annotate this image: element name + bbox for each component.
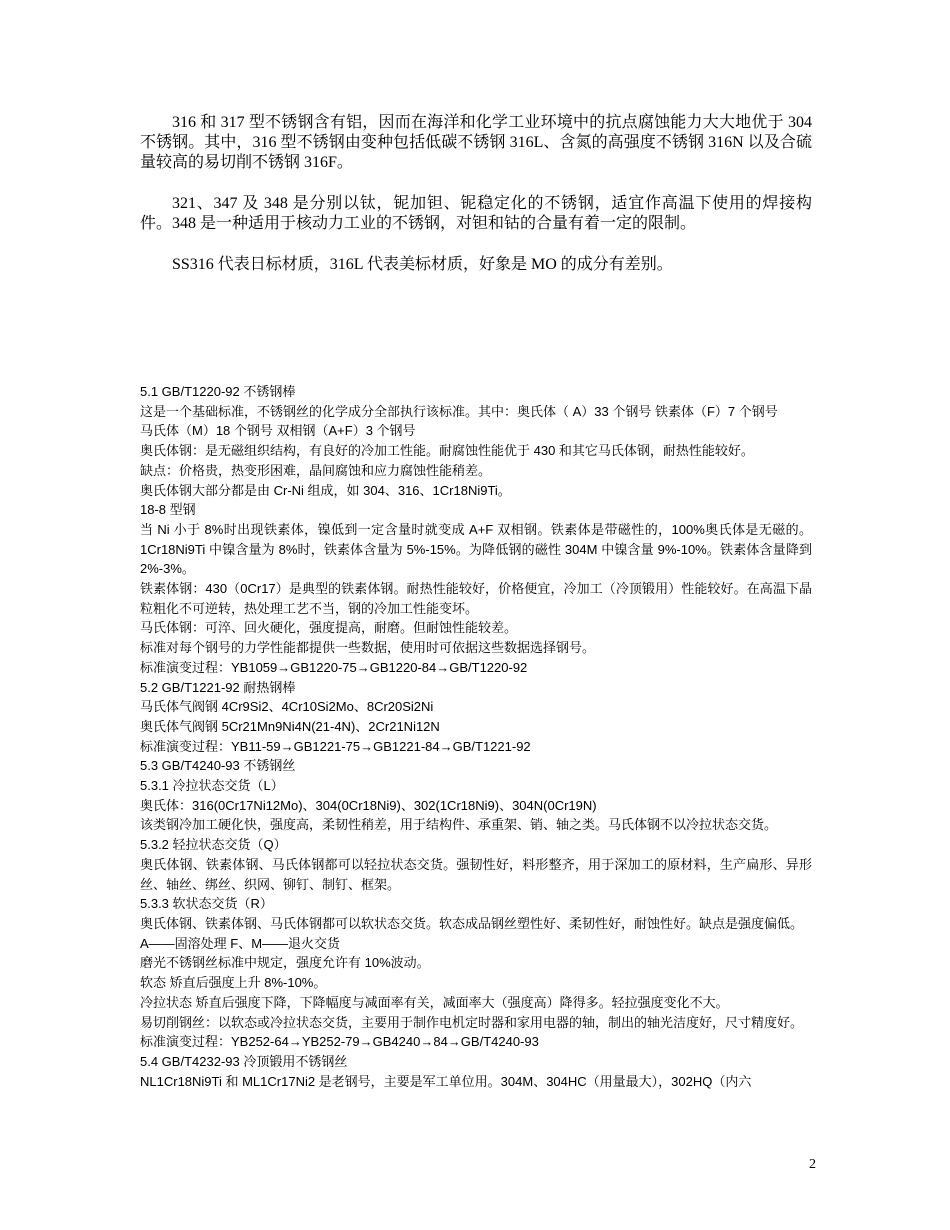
text-line: 马氏体钢：可淬、回火硬化，强度提高，耐磨。但耐蚀性能较差。	[140, 620, 518, 636]
text-line: 马氏体气阀钢 4Cr9Si2、4Cr10Si2Mo、8Cr20Si2Ni	[140, 699, 434, 715]
text-line: 缺点：价格贵，热变形困难，晶间腐蚀和应力腐蚀性能稍差。	[140, 462, 492, 478]
text-line: 标准对每个钢号的力学性能都提供一些数据，使用时可依据这些数据选择钢号。	[140, 640, 596, 656]
intro-section	[140, 113, 812, 296]
text-line: 奥氏体钢、铁素体钢、马氏体钢都可以轻拉状态交货。强韧性好，料形整齐，用于深加工的原材料，生产扁形、异形丝、轴丝、绑丝、织网、铆钉、制钉、框架。	[140, 856, 812, 892]
intro-paragraph-3: SS316 代表日标材质，316L 代表美标材质，好象是 MO 的成分有差别。	[172, 256, 673, 273]
section-heading-5-2: 5.2 GB/T1221-92 耐热钢棒	[140, 679, 296, 695]
text-line: 软态 矫直后强度上升 8%-10%。	[140, 975, 327, 991]
text-line: 该类钢冷加工硬化快，强度高，柔韧性稍差，用于结构件、承重架、销、轴之类。马氏体钢不以冷拉状态交货。	[140, 817, 778, 833]
text-line: 铁素体钢：430（0Cr17）是典型的铁素体钢。耐热性能较好，价格便宜，冷加工（冷顶锻用）性能较好。在高温下晶粒粗化不可逆转，热处理工艺不当，钢的冷加工性能变坏。	[140, 581, 812, 616]
page-number: 2	[809, 1157, 816, 1172]
text-line: 标准演变过程：YB11-59→GB1221-75→GB1221-84→GB/T1221-92	[140, 738, 531, 754]
text-line: 奥氏体：316(0Cr17Ni12Mo)、304(0Cr18Ni9)、302(1Cr18Ni9)、304N(0Cr19N)	[140, 797, 597, 813]
subsection-heading-5-3-1: 5.3.1 冷拉状态交货（L）	[140, 778, 284, 794]
subsection-heading-5-3-2: 5.3.2 轻拉状态交货（Q）	[140, 837, 287, 853]
text-line: 磨光不锈钢丝标准中规定，强度允许有 10%波动。	[140, 955, 430, 971]
text-line: 奥氏体钢大部分都是由 Cr-Ni 组成，如 304、316、1Cr18Ni9Ti。	[140, 482, 511, 498]
intro-paragraph-2: 321、347 及 348 是分别以钛，铌加钽、铌稳定化的不锈钢，适宜作高温下使用的焊接构件。348 是一种适用于核动力工业的不锈钢，对钽和钴的合量有着一定的限制。	[140, 195, 812, 232]
text-line: 这是一个基础标准，不锈钢丝的化学成分全部执行该标准。其中：奥氏体（ A）33 个钢号 铁素体（F）7 个钢号	[140, 403, 778, 419]
section-heading-5-4: 5.4 GB/T4232-93 冷顶锻用不锈钢丝	[140, 1053, 348, 1069]
text-line: 标准演变过程：YB1059→GB1220-75→GB1220-84→GB/T1220-92	[140, 659, 528, 675]
text-line: 当 Ni 小于 8%时出现铁素体，镍低到一定含量时就变成 A+F 双相钢。铁素体是带磁性的，100%奥氏体是无磁的。1Cr18Ni9Ti 中镍含量为 8%时，铁素体含量为 5%-15%。为降低钢的磁性 304M 中镍含量 9%-10%。铁素体含量降到 2%-3%。	[140, 521, 812, 577]
text-line: 18-8 型钢	[140, 502, 196, 518]
text-line: 奥氏体气阀钢 5Cr21Mn9Ni4N(21-4N)、2Cr21Ni12N	[140, 718, 440, 734]
text-line: 标准演变过程：YB252-64→YB252-79→GB4240→84→GB/T4240-93	[140, 1034, 539, 1050]
text-line: 奥氏体钢：是无磁组织结构，有良好的冷加工性能。耐腐蚀性能优于 430 和其它马氏体钢，耐热性能较好。	[140, 443, 754, 459]
text-line: 奥氏体钢、铁素体钢、马氏体钢都可以软状态交货。软态成品钢丝塑性好、柔韧性好，耐蚀性好。缺点是强度偏低。	[140, 915, 804, 931]
section-heading-5-3: 5.3 GB/T4240-93 不锈钢丝	[140, 758, 296, 774]
subsection-heading-5-3-3: 5.3.3 软状态交货（R）	[140, 896, 273, 912]
text-line: A——固溶处理 F、M——退火交货	[140, 935, 341, 951]
intro-paragraph-1: 316 和 317 型不锈钢含有铝，因而在海洋和化学工业环境中的抗点腐蚀能力大大地优于 304 不锈钢。其中，316 型不锈钢由变种包括低碳不锈钢 316L、含氮的高强度不锈钢 316N 以及合硫量较高的易切削不锈钢 316F。	[140, 114, 812, 171]
text-line: 马氏体（M）18 个钢号 双相钢（A+F）3 个钢号	[140, 423, 416, 439]
text-line: 易切削钢丝：以软态或冷拉状态交货，主要用于制作电机定时器和家用电器的轴，制出的轴光洁度好，尺寸精度好。	[140, 1014, 804, 1030]
standards-section	[140, 382, 812, 1091]
text-line: 冷拉状态 矫直后强度下降，下降幅度与减面率有关，减面率大（强度高）降得多。轻拉强度变化不大。	[140, 994, 729, 1010]
text-line: NL1Cr18Ni9Ti 和 ML1Cr17Ni2 是老钢号，主要是军工单位用。304M、304HC（用量最大），302HQ（内六	[140, 1073, 752, 1089]
section-heading-5-1: 5.1 GB/T1220-92 不锈钢棒	[140, 384, 296, 399]
